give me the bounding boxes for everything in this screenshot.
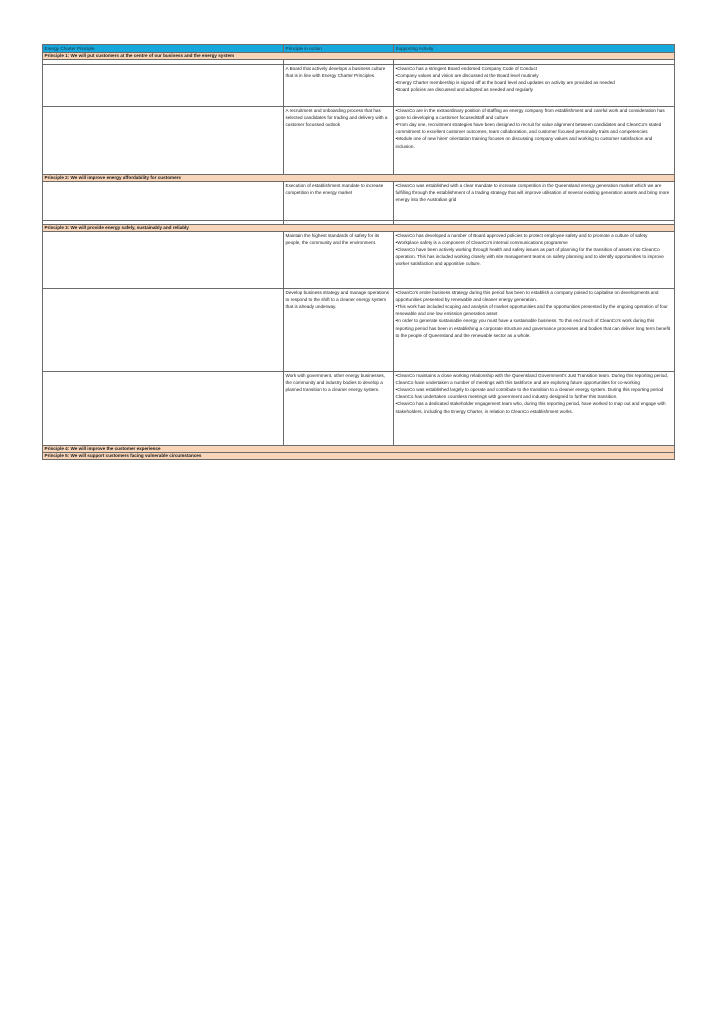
action-cell: A Board that actively develops a business culture that is in line with Energy Charter Principles. (284, 65, 394, 107)
activity-cell: •CleanCo has a stringent Board endorsed Company Code of Conduct •Company values and vision are discussed at the Board level routinely •Energy Charter membership is signed off at the board level and updates on activity are provided as needed •Board policies are discussed and adopted as needed and regularly (394, 65, 675, 107)
action-cell: A recruitment and onboarding process that has selected candidates for trading and delivery with a customer focussed outlook (284, 107, 394, 175)
principle-4-row (43, 446, 675, 453)
principle-cell (43, 289, 284, 372)
activity-cell: •CleanCo's entire business strategy during this period has been to establish a company poised to capitalise on developments and opportunities presented by renewable and cleaner energy generation. •This work has included scoping and analysis of market opportunities and the opportunities presented by the ongoing operation of four renewable and one low emission generation asset •In order to generate sustainable energy you must have a sustainable business. To this end much of CleanCo's work during this reporting period has been in establishing a corporate structure and governance processes and bodies that can deliver long term benefit to the people of Queensland and the renewable sector as a whole. (394, 289, 675, 372)
principle-5-row (43, 453, 675, 460)
activity-cell: •CleanCo has developed a number of Board approved policies to protect employee safety and to promote a culture of safety •Workplace safety is a component of CleanCo's internal communications programme •CleanCo have been actively working through health and safety issues as part of planning for the transition of assets into CleanCo operation. This has included working closely with site management teams on safety planning and to identify opportunities to improve worker satisfaction and appositive culture. (394, 232, 675, 289)
table-row (43, 372, 675, 446)
principle-1-row (43, 53, 675, 60)
principle-cell (43, 232, 284, 289)
table-row (43, 65, 675, 107)
header-activity: Supporting Activity (394, 45, 675, 53)
table-row (43, 289, 675, 372)
energy-charter-table (42, 44, 675, 460)
principle-5-title: Principle 5: We will support customers facing vulnerable circumstances (43, 453, 675, 460)
principle-cell (43, 182, 284, 221)
principle-cell (43, 107, 284, 175)
action-cell: Develop business strategy and manage operations to respond to the shift to a cleaner energy system that is already underway. (284, 289, 394, 372)
activity-cell: •CleanCo was established with a clear mandate to increase competition in the Queensland energy generation market which we are fulfilling through the establishment of a trading strategy that will improve utilisation of several existing generation assets and bring more energy into the Australian grid (394, 182, 675, 221)
principle-1-title: Principle 1: We will put customers at the centre of our business and the energy system (43, 53, 675, 60)
activity-cell: •CleanCo maintains a close working relationship with the Queensland Government's Just Transition team. During this reporting period, CleanCo have undertaken a number of meetings with this taskforce and are exploring future opportunities for co-working •CleanCo was established largely to operate and contribute to the transition to a cleaner energy system. During this reporting period CleanCo has undertaken countless meetings with government and industry designed to further this transition. •CleanCo has a dedicated stakeholder engagement team who, during this reporting period, have worked to map out and engage with stakeholders, including the Energy Charter, in relation to CleanCo establishment works. (394, 372, 675, 446)
action-cell: Work with government, other energy businesses, the community and industry bodies to develop a planned transition to a cleaner energy system. (284, 372, 394, 446)
header-row (43, 45, 675, 53)
table-row (43, 232, 675, 289)
header-action: Principle in Action (284, 45, 394, 53)
principle-3-title: Principle 3: We will provide energy safely, sustainably and reliably (43, 225, 675, 232)
activity-cell: •CleanCo are in the extraordinary position of staffing an energy company from establishment and careful work and consideration has gone to developing a customer focusedstaff and culture •From day one, recruitment strategies have been designed to recruit for value alignment between candidates and CleanCo's stated commitment to excellent customer outcomes, team collaboration, and customer focused personality traits and competencies •Module one of new hires' orientation training focuses on discussing company values and working to customer satisfaction and inclusion. (394, 107, 675, 175)
principle-2-title: Principle 2: We will improve energy affordability for customers (43, 175, 675, 182)
table-row (43, 182, 675, 221)
table-row (43, 107, 675, 175)
header-principle: Energy Charter Principle (43, 45, 284, 53)
action-cell: Execution of establishment mandate to increase competition in the energy market (284, 182, 394, 221)
principle-3-row (43, 225, 675, 232)
principle-2-row (43, 175, 675, 182)
principle-cell (43, 372, 284, 446)
action-cell: Maintain the highest standards of safety for its people, the community and the environment. (284, 232, 394, 289)
principle-cell (43, 65, 284, 107)
principle-4-title: Principle 4: We will improve the customer experience (43, 446, 675, 453)
